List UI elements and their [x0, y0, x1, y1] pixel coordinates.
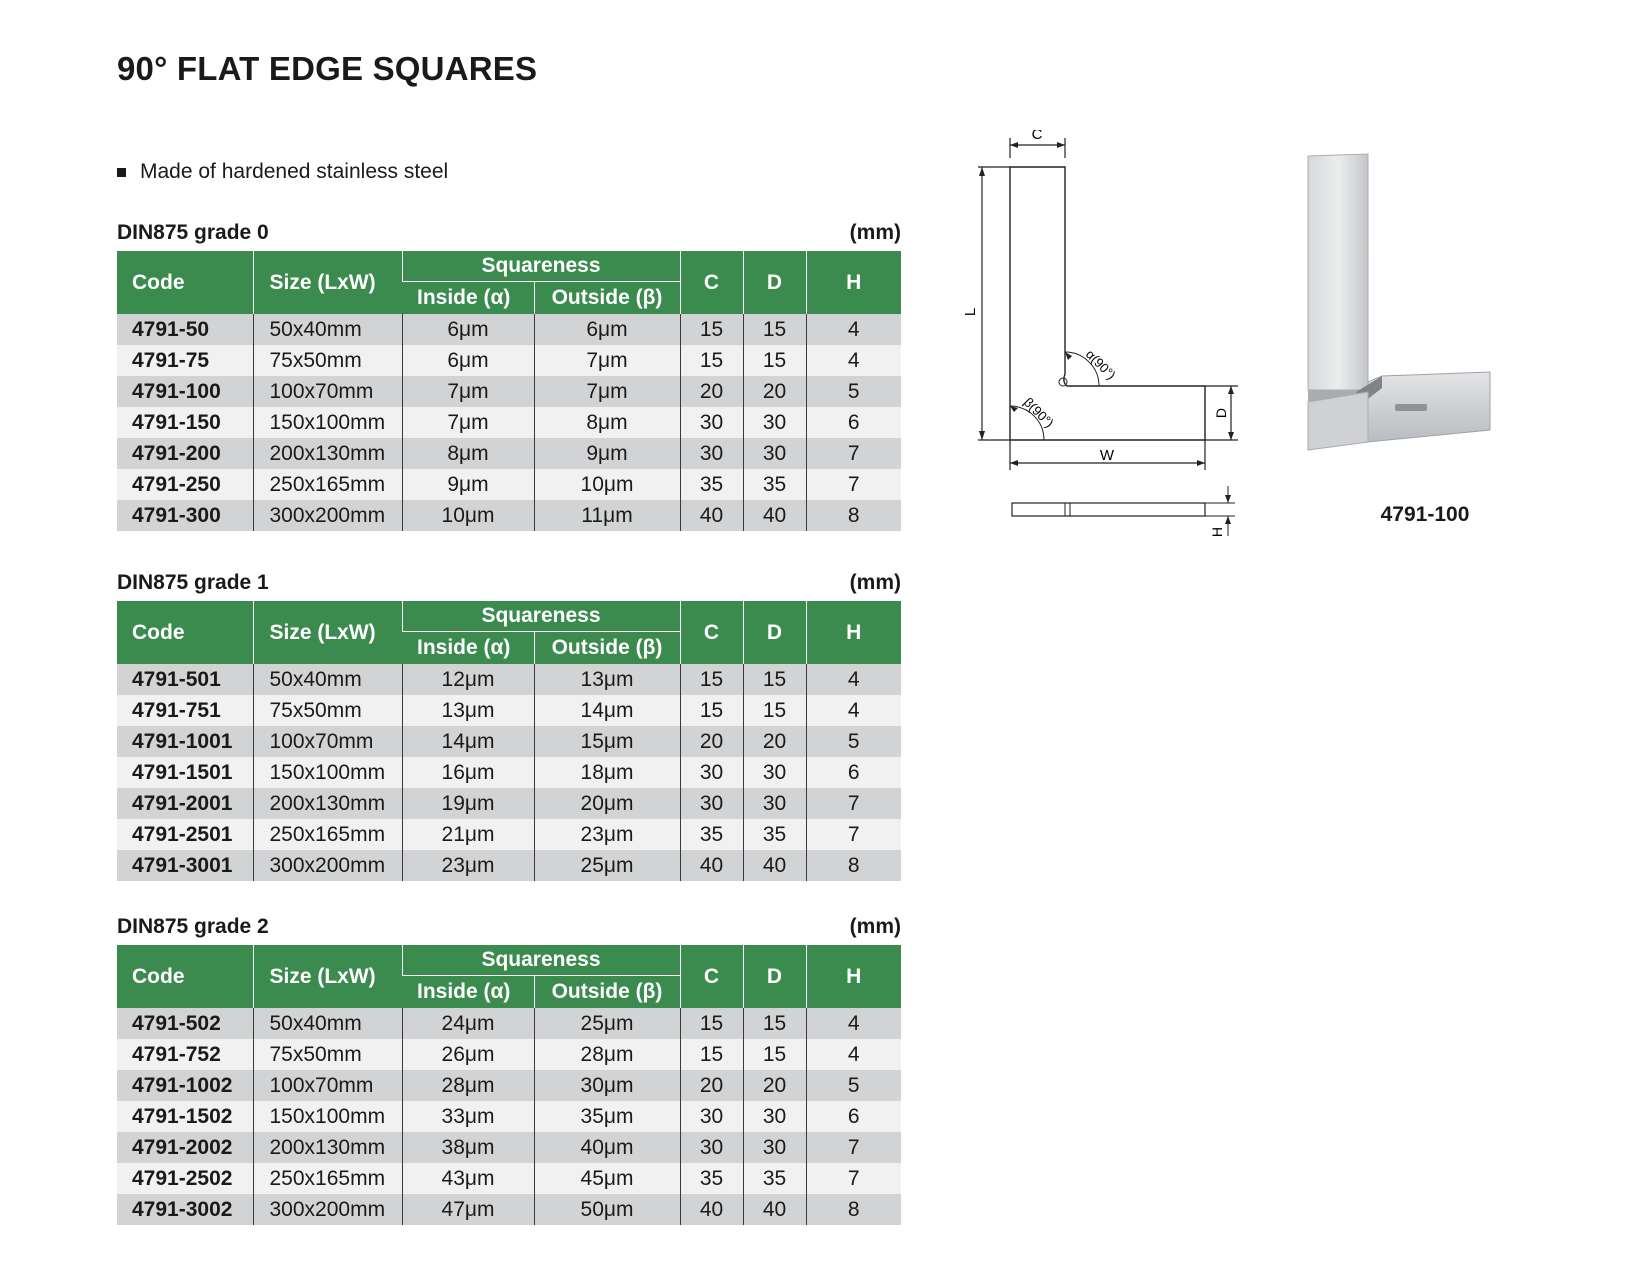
d-cell: 15	[743, 1039, 806, 1070]
code-cell: 4791-2002	[117, 1132, 253, 1163]
table-heading	[117, 571, 901, 597]
size-cell: 200x130mm	[253, 788, 402, 819]
code-cell: 4791-502	[117, 1008, 253, 1039]
table-row	[117, 469, 901, 500]
inside-cell: 24μm	[402, 1008, 534, 1039]
dimension-diagram	[960, 130, 1240, 540]
grade-label: DIN875 grade 0	[117, 221, 269, 244]
code-cell: 4791-300	[117, 500, 253, 531]
header-code: Code	[117, 251, 253, 314]
size-cell: 50x40mm	[253, 1008, 402, 1039]
outside-cell: 7μm	[534, 345, 680, 376]
inside-cell: 9μm	[402, 469, 534, 500]
product-photo	[1300, 150, 1520, 485]
c-cell: 15	[680, 345, 743, 376]
size-cell: 150x100mm	[253, 757, 402, 788]
table-row	[117, 1008, 901, 1039]
header-size: Size (LxW)	[253, 601, 402, 664]
size-cell: 150x100mm	[253, 407, 402, 438]
d-cell: 30	[743, 1101, 806, 1132]
unit-label: (mm)	[849, 221, 901, 244]
table-row	[117, 500, 901, 531]
code-cell: 4791-200	[117, 438, 253, 469]
inside-cell: 19μm	[402, 788, 534, 819]
h-cell: 4	[806, 695, 901, 726]
outside-cell: 25μm	[534, 850, 680, 881]
h-cell: 6	[806, 757, 901, 788]
unit-label: (mm)	[849, 571, 901, 594]
header-h: H	[806, 945, 901, 1008]
inside-cell: 8μm	[402, 438, 534, 469]
outside-cell: 20μm	[534, 788, 680, 819]
table-row	[117, 345, 901, 376]
grade-1-section	[117, 571, 901, 881]
size-cell: 100x70mm	[253, 726, 402, 757]
table-row	[117, 788, 901, 819]
size-cell: 250x165mm	[253, 1163, 402, 1194]
feature-bullet	[117, 160, 448, 184]
code-cell: 4791-3002	[117, 1194, 253, 1225]
inside-cell: 12μm	[402, 664, 534, 695]
inside-cell: 23μm	[402, 850, 534, 881]
dim-label-h: H	[1209, 526, 1225, 538]
size-cell: 50x40mm	[253, 314, 402, 345]
header-squareness: Squareness	[402, 601, 680, 632]
spec-table	[117, 601, 901, 881]
outside-cell: 13μm	[534, 664, 680, 695]
d-cell: 30	[743, 1132, 806, 1163]
table-row	[117, 726, 901, 757]
c-cell: 30	[680, 757, 743, 788]
h-cell: 5	[806, 376, 901, 407]
c-cell: 20	[680, 1070, 743, 1101]
d-cell: 15	[743, 345, 806, 376]
c-cell: 40	[680, 850, 743, 881]
inside-cell: 43μm	[402, 1163, 534, 1194]
c-cell: 15	[680, 1008, 743, 1039]
c-cell: 15	[680, 664, 743, 695]
dim-label-beta: β(90°)	[1020, 394, 1057, 431]
header-inside: Inside (α)	[402, 282, 534, 315]
inside-cell: 6μm	[402, 345, 534, 376]
code-cell: 4791-100	[117, 376, 253, 407]
table-row	[117, 1070, 901, 1101]
inside-cell: 38μm	[402, 1132, 534, 1163]
size-cell: 300x200mm	[253, 500, 402, 531]
code-cell: 4791-1502	[117, 1101, 253, 1132]
size-cell: 200x130mm	[253, 438, 402, 469]
code-cell: 4791-2502	[117, 1163, 253, 1194]
size-cell: 250x165mm	[253, 469, 402, 500]
size-cell: 300x200mm	[253, 850, 402, 881]
d-cell: 35	[743, 819, 806, 850]
table-row	[117, 664, 901, 695]
header-c: C	[680, 601, 743, 664]
h-cell: 4	[806, 1039, 901, 1070]
header-outside: Outside (β)	[534, 282, 680, 315]
header-d: D	[743, 251, 806, 314]
inside-cell: 10μm	[402, 500, 534, 531]
c-cell: 30	[680, 788, 743, 819]
h-cell: 6	[806, 1101, 901, 1132]
c-cell: 15	[680, 314, 743, 345]
d-cell: 35	[743, 1163, 806, 1194]
h-cell: 5	[806, 726, 901, 757]
code-cell: 4791-501	[117, 664, 253, 695]
d-cell: 40	[743, 1194, 806, 1225]
d-cell: 30	[743, 788, 806, 819]
code-cell: 4791-75	[117, 345, 253, 376]
h-cell: 4	[806, 314, 901, 345]
inside-cell: 6μm	[402, 314, 534, 345]
size-cell: 200x130mm	[253, 1132, 402, 1163]
inside-cell: 13μm	[402, 695, 534, 726]
table-row	[117, 1101, 901, 1132]
inside-cell: 26μm	[402, 1039, 534, 1070]
outside-cell: 8μm	[534, 407, 680, 438]
d-cell: 20	[743, 726, 806, 757]
d-cell: 15	[743, 1008, 806, 1039]
header-c: C	[680, 251, 743, 314]
h-cell: 4	[806, 1008, 901, 1039]
inside-cell: 16μm	[402, 757, 534, 788]
size-cell: 100x70mm	[253, 1070, 402, 1101]
outside-cell: 7μm	[534, 376, 680, 407]
header-h: H	[806, 601, 901, 664]
table-row	[117, 314, 901, 345]
d-cell: 20	[743, 1070, 806, 1101]
inside-cell: 21μm	[402, 819, 534, 850]
d-cell: 20	[743, 376, 806, 407]
inside-cell: 7μm	[402, 407, 534, 438]
inside-cell: 47μm	[402, 1194, 534, 1225]
table-heading	[117, 915, 901, 941]
table-row	[117, 1163, 901, 1194]
inside-cell: 7μm	[402, 376, 534, 407]
header-size: Size (LxW)	[253, 945, 402, 1008]
brand-logo-icon	[1395, 404, 1427, 411]
h-cell: 7	[806, 819, 901, 850]
c-cell: 20	[680, 376, 743, 407]
outside-cell: 23μm	[534, 819, 680, 850]
code-cell: 4791-751	[117, 695, 253, 726]
d-cell: 15	[743, 695, 806, 726]
outside-cell: 45μm	[534, 1163, 680, 1194]
unit-label: (mm)	[849, 915, 901, 938]
table-row	[117, 1039, 901, 1070]
outside-cell: 14μm	[534, 695, 680, 726]
c-cell: 15	[680, 695, 743, 726]
table-row	[117, 438, 901, 469]
table-row	[117, 1194, 901, 1225]
outside-cell: 9μm	[534, 438, 680, 469]
table-row	[117, 407, 901, 438]
code-cell: 4791-150	[117, 407, 253, 438]
table-row	[117, 1132, 901, 1163]
outside-cell: 11μm	[534, 500, 680, 531]
outside-cell: 18μm	[534, 757, 680, 788]
d-cell: 15	[743, 314, 806, 345]
table-row	[117, 695, 901, 726]
outside-cell: 6μm	[534, 314, 680, 345]
outside-cell: 28μm	[534, 1039, 680, 1070]
h-cell: 4	[806, 664, 901, 695]
size-cell: 100x70mm	[253, 376, 402, 407]
h-cell: 5	[806, 1070, 901, 1101]
d-cell: 30	[743, 757, 806, 788]
dim-label-l: L	[962, 307, 979, 317]
dim-label-w: W	[1099, 447, 1115, 464]
table-row	[117, 376, 901, 407]
size-cell: 75x50mm	[253, 1039, 402, 1070]
c-cell: 15	[680, 1039, 743, 1070]
header-inside: Inside (α)	[402, 632, 534, 665]
code-cell: 4791-2001	[117, 788, 253, 819]
header-outside: Outside (β)	[534, 976, 680, 1009]
header-d: D	[743, 945, 806, 1008]
size-cell: 300x200mm	[253, 1194, 402, 1225]
c-cell: 35	[680, 469, 743, 500]
dim-label-alpha: α(90°)	[1082, 346, 1119, 383]
header-size: Size (LxW)	[253, 251, 402, 314]
outside-cell: 30μm	[534, 1070, 680, 1101]
table-row	[117, 850, 901, 881]
table-heading	[117, 221, 901, 247]
dim-label-d: D	[1213, 407, 1229, 419]
c-cell: 20	[680, 726, 743, 757]
c-cell: 30	[680, 438, 743, 469]
code-cell: 4791-3001	[117, 850, 253, 881]
h-cell: 7	[806, 1163, 901, 1194]
code-cell: 4791-2501	[117, 819, 253, 850]
page-title: 90° FLAT EDGE SQUARES	[117, 50, 538, 87]
header-code: Code	[117, 945, 253, 1008]
h-cell: 7	[806, 788, 901, 819]
outside-cell: 50μm	[534, 1194, 680, 1225]
code-cell: 4791-1002	[117, 1070, 253, 1101]
size-cell: 75x50mm	[253, 345, 402, 376]
grade-label: DIN875 grade 2	[117, 915, 269, 938]
c-cell: 35	[680, 1163, 743, 1194]
size-cell: 50x40mm	[253, 664, 402, 695]
bullet-square-icon	[117, 168, 126, 177]
outside-cell: 15μm	[534, 726, 680, 757]
c-cell: 30	[680, 1101, 743, 1132]
outside-cell: 40μm	[534, 1132, 680, 1163]
d-cell: 40	[743, 500, 806, 531]
photo-caption: 4791-100	[1380, 503, 1470, 526]
c-cell: 30	[680, 407, 743, 438]
d-cell: 40	[743, 850, 806, 881]
h-cell: 7	[806, 438, 901, 469]
outside-cell: 10μm	[534, 469, 680, 500]
header-c: C	[680, 945, 743, 1008]
dim-label-c: C	[1031, 130, 1043, 143]
c-cell: 40	[680, 500, 743, 531]
spec-table	[117, 945, 901, 1225]
header-squareness: Squareness	[402, 945, 680, 976]
header-inside: Inside (α)	[402, 976, 534, 1009]
code-cell: 4791-250	[117, 469, 253, 500]
outside-cell: 25μm	[534, 1008, 680, 1039]
code-cell: 4791-1001	[117, 726, 253, 757]
size-cell: 150x100mm	[253, 1101, 402, 1132]
header-code: Code	[117, 601, 253, 664]
outside-cell: 35μm	[534, 1101, 680, 1132]
d-cell: 35	[743, 469, 806, 500]
h-cell: 8	[806, 850, 901, 881]
c-cell: 40	[680, 1194, 743, 1225]
size-cell: 75x50mm	[253, 695, 402, 726]
header-outside: Outside (β)	[534, 632, 680, 665]
h-cell: 7	[806, 469, 901, 500]
feature-text: Made of hardened stainless steel	[140, 160, 449, 183]
table-row	[117, 819, 901, 850]
grade-0-section	[117, 221, 901, 531]
header-h: H	[806, 251, 901, 314]
h-cell: 8	[806, 1194, 901, 1225]
h-cell: 8	[806, 500, 901, 531]
inside-cell: 14μm	[402, 726, 534, 757]
code-cell: 4791-752	[117, 1039, 253, 1070]
h-cell: 6	[806, 407, 901, 438]
h-cell: 4	[806, 345, 901, 376]
d-cell: 30	[743, 407, 806, 438]
grade-label: DIN875 grade 1	[117, 571, 269, 594]
header-squareness: Squareness	[402, 251, 680, 282]
h-cell: 7	[806, 1132, 901, 1163]
d-cell: 30	[743, 438, 806, 469]
header-d: D	[743, 601, 806, 664]
size-cell: 250x165mm	[253, 819, 402, 850]
c-cell: 35	[680, 819, 743, 850]
code-cell: 4791-50	[117, 314, 253, 345]
spec-table	[117, 251, 901, 531]
code-cell: 4791-1501	[117, 757, 253, 788]
c-cell: 30	[680, 1132, 743, 1163]
grade-2-section	[117, 915, 901, 1225]
table-row	[117, 757, 901, 788]
d-cell: 15	[743, 664, 806, 695]
inside-cell: 28μm	[402, 1070, 534, 1101]
inside-cell: 33μm	[402, 1101, 534, 1132]
